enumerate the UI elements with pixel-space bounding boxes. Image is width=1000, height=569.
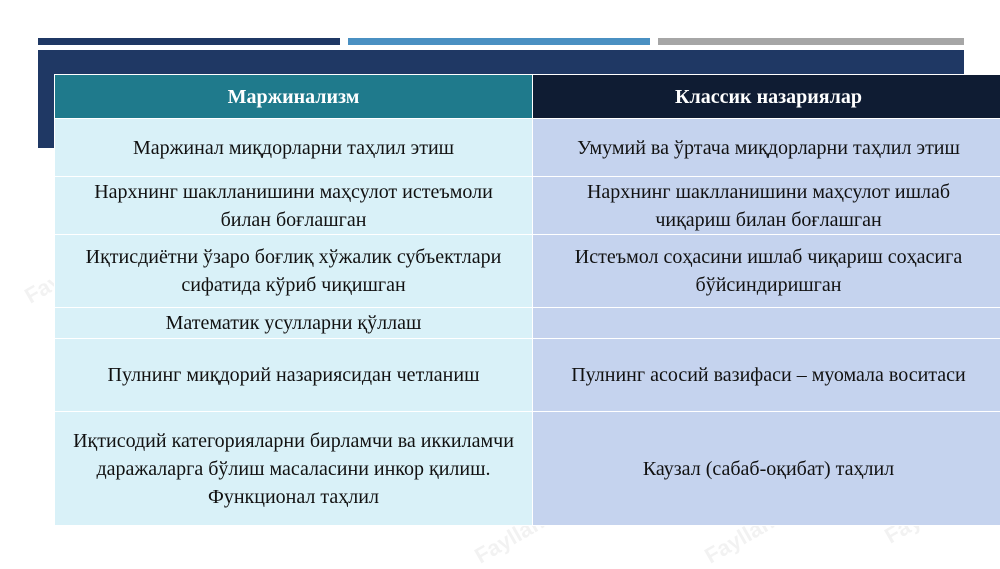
cell-classical: Истеъмол соҳасини ишлаб чиқариш соҳасига бўйсиндиришган (533, 235, 1000, 308)
table-row (55, 235, 1000, 308)
cell-classical: Умумий ва ўртача миқдорларни таҳлил этиш (533, 119, 1000, 177)
cell-marginalism: Иқтисдиётни ўзаро боғлиқ хўжалик субъектлари сифатида кўриб чиқишган (55, 235, 533, 308)
table-row (55, 308, 1000, 339)
cell-marginalism: Маржинал миқдорларни таҳлил этиш (55, 119, 533, 177)
cell-marginalism: Пулнинг миқдорий назариясидан четланиш (55, 339, 533, 412)
top-accent-bar-navy (38, 38, 340, 45)
comparison-table (54, 74, 1000, 526)
table-header-row (55, 75, 1000, 119)
cell-classical: Каузал (сабаб-оқибат) таҳлил (533, 412, 1000, 526)
cell-classical (533, 308, 1000, 339)
table-row (55, 119, 1000, 177)
table-row (55, 339, 1000, 412)
cell-marginalism: Нархнинг шаклланишини маҳсулот истеъмоли билан боғлашган (55, 177, 533, 235)
watermark: Fayllar.uz (470, 497, 570, 569)
cell-classical: Нархнинг шаклланишини маҳсулот ишлаб чиқариш билан боғлашган (533, 177, 1000, 235)
cell-marginalism: Математик усулларни қўллаш (55, 308, 533, 339)
cell-marginalism: Иқтисодий категорияларни бирламчи ва иккиламчи даражаларга бўлиш масаласини инкор қилиш. Функционал таҳлил (55, 412, 533, 526)
top-accent-bar-gray (658, 38, 964, 45)
header-classical-theories: Классик назариялар (533, 75, 1000, 119)
header-marginalism: Маржинализм (55, 75, 533, 119)
watermark: Fayllar.uz (700, 497, 800, 569)
cell-classical: Пулнинг асосий вазифаси – муомала воситаси (533, 339, 1000, 412)
table-row (55, 412, 1000, 526)
table-row (55, 177, 1000, 235)
top-accent-bar-blue (348, 38, 650, 45)
